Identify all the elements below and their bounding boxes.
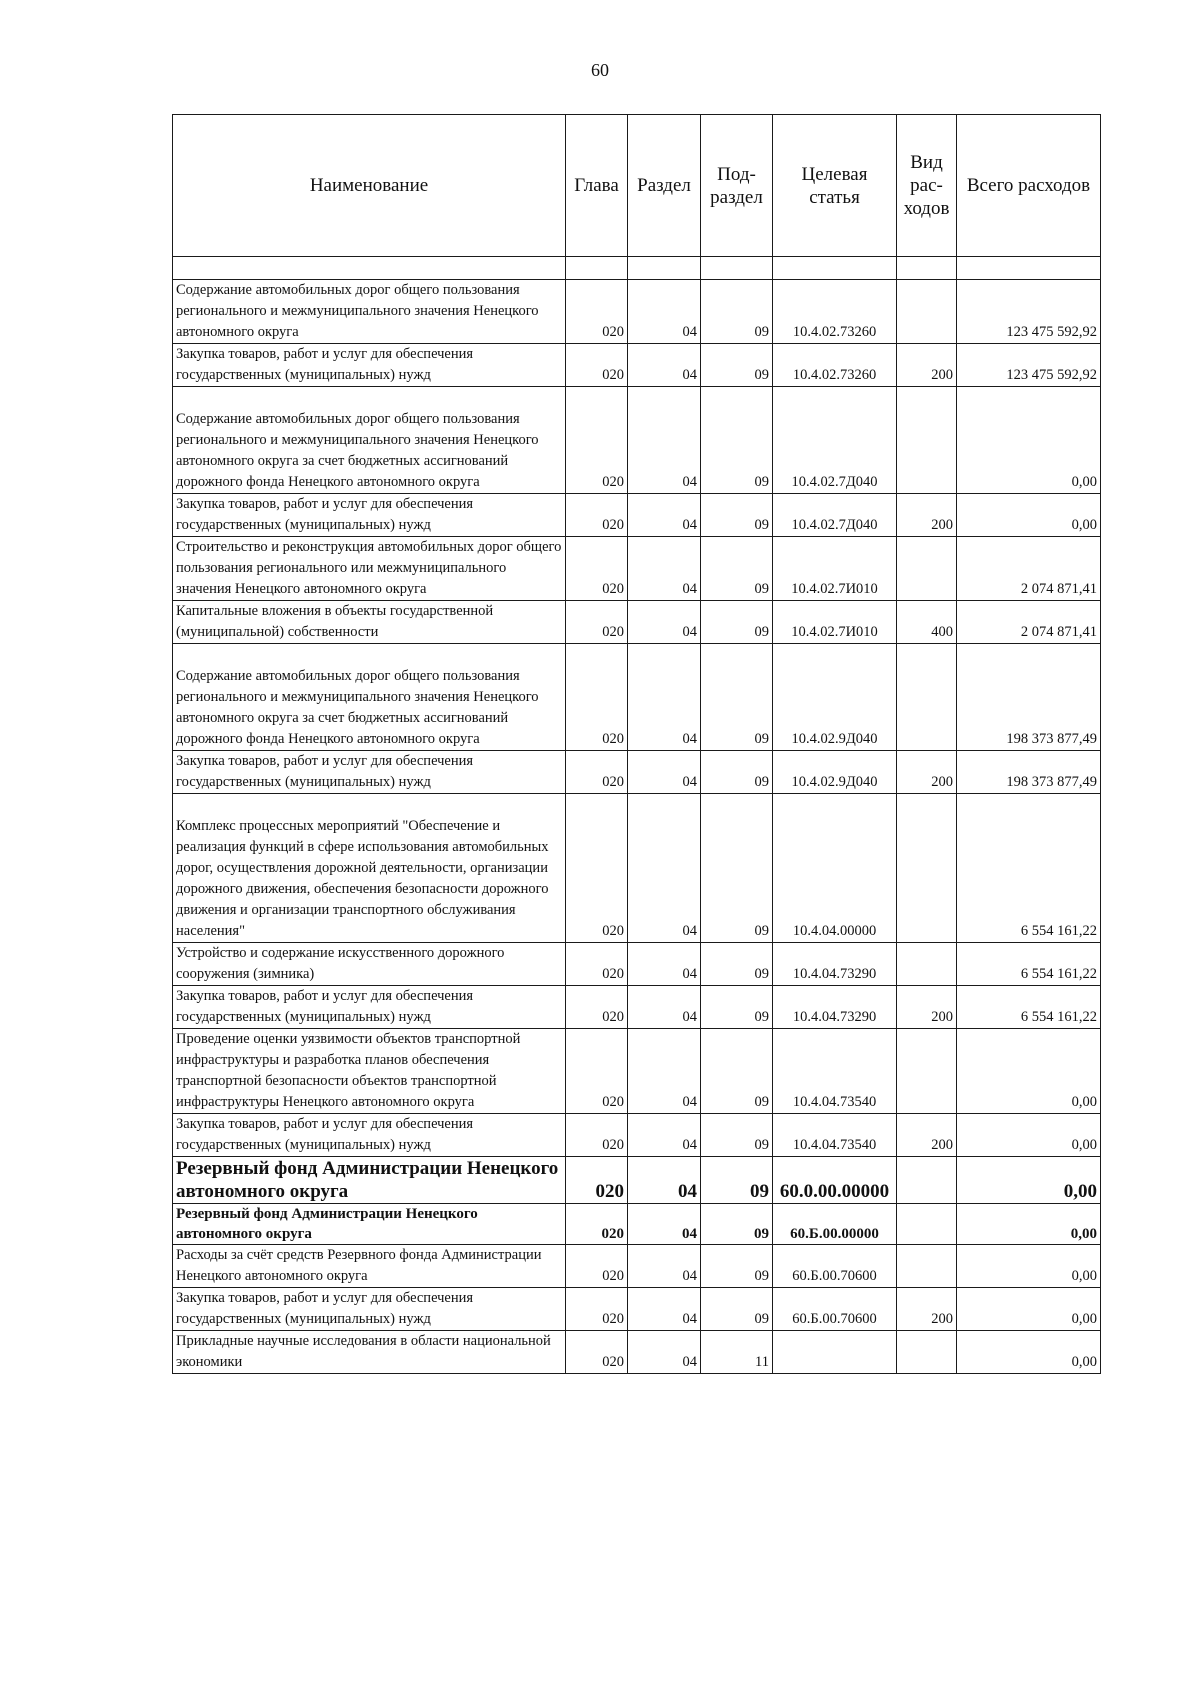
row-name: Капитальные вложения в объекты государственной (муниципальной) собственности [173,601,566,644]
row-name: Строительство и реконструкция автомобильных дорог общего пользования регионального или межмуниципального значения Ненецкого автономного округа [173,537,566,601]
row-target: 10.4.04.73540 [773,1114,897,1157]
table-row [173,943,1101,986]
row-name: Закупка товаров, работ и услуг для обеспечения государственных (муниципальных) нужд [173,1288,566,1331]
row-target: 10.4.02.7Д040 [773,387,897,494]
row-name: Содержание автомобильных дорог общего пользования регионального и межмуниципального значения Ненецкого автономного округа [173,280,566,344]
header-total: Всего расходов [957,115,1101,257]
row-chapter: 020 [566,1029,628,1114]
row-subsection: 09 [701,1204,773,1245]
row-chapter: 020 [566,1288,628,1331]
row-chapter: 020 [566,1245,628,1288]
row-target: 10.4.02.9Д040 [773,751,897,794]
row-chapter: 020 [566,387,628,494]
row-type [897,1204,957,1245]
row-type [897,1157,957,1204]
row-target: 10.4.04.73540 [773,1029,897,1114]
row-section: 04 [628,1029,701,1114]
row-chapter: 020 [566,537,628,601]
row-chapter: 020 [566,986,628,1029]
row-subsection: 09 [701,537,773,601]
row-total: 0,00 [957,1204,1101,1245]
row-type: 200 [897,1114,957,1157]
row-total: 2 074 871,41 [957,537,1101,601]
header-row [173,115,1101,257]
table-row [173,537,1101,601]
row-subsection: 09 [701,601,773,644]
row-section: 04 [628,344,701,387]
row-subsection: 11 [701,1331,773,1374]
row-target: 10.4.04.73290 [773,943,897,986]
row-section: 04 [628,537,701,601]
row-section: 04 [628,1204,701,1245]
row-name: Закупка товаров, работ и услуг для обеспечения государственных (муниципальных) нужд [173,1114,566,1157]
page-number: 60 [591,60,609,80]
row-chapter: 020 [566,644,628,751]
row-subsection: 09 [701,1114,773,1157]
row-chapter: 020 [566,344,628,387]
row-total: 0,00 [957,1331,1101,1374]
table-row [173,1204,1101,1245]
row-subsection: 09 [701,1029,773,1114]
row-total: 0,00 [957,387,1101,494]
row-type [897,280,957,344]
row-target: 60.Б.00.00000 [773,1204,897,1245]
row-subsection: 09 [701,1245,773,1288]
row-subsection: 09 [701,751,773,794]
row-chapter: 020 [566,794,628,943]
spacer-cell [897,257,957,280]
row-total: 0,00 [957,1288,1101,1331]
row-target: 10.4.04.00000 [773,794,897,943]
row-subsection: 09 [701,986,773,1029]
row-name: Закупка товаров, работ и услуг для обеспечения государственных (муниципальных) нужд [173,986,566,1029]
row-subsection: 09 [701,943,773,986]
header-expense-type: Вид рас- ходов [897,115,957,257]
row-type [897,537,957,601]
row-name: Закупка товаров, работ и услуг для обеспечения государственных (муниципальных) нужд [173,344,566,387]
header-target: Целевая статья [773,115,897,257]
table-row [173,601,1101,644]
row-subsection: 09 [701,794,773,943]
table-row [173,1288,1101,1331]
row-chapter: 020 [566,1114,628,1157]
row-section: 04 [628,1331,701,1374]
row-total: 123 475 592,92 [957,280,1101,344]
header-section: Раздел [628,115,701,257]
spacer-cell [628,257,701,280]
row-type: 400 [897,601,957,644]
table-row [173,751,1101,794]
row-total: 2 074 871,41 [957,601,1101,644]
row-total: 123 475 592,92 [957,344,1101,387]
row-target: 10.4.02.7И010 [773,601,897,644]
table-row [173,1331,1101,1374]
row-subsection: 09 [701,387,773,494]
row-type: 200 [897,986,957,1029]
row-total: 6 554 161,22 [957,794,1101,943]
row-total: 0,00 [957,1029,1101,1114]
row-type [897,387,957,494]
spacer-row [173,257,1101,280]
row-section: 04 [628,794,701,943]
row-target: 60.Б.00.70600 [773,1288,897,1331]
row-target: 10.4.02.73260 [773,280,897,344]
spacer-cell [701,257,773,280]
header-name: Наименование [173,115,566,257]
row-subsection: 09 [701,1157,773,1204]
spacer-cell [957,257,1101,280]
row-subsection: 09 [701,344,773,387]
row-section: 04 [628,494,701,537]
row-type: 200 [897,494,957,537]
row-section: 04 [628,387,701,494]
row-total: 6 554 161,22 [957,986,1101,1029]
table-row [173,794,1101,943]
row-name: Расходы за счёт средств Резервного фонда Администрации Ненецкого автономного округа [173,1245,566,1288]
row-section: 04 [628,1245,701,1288]
row-section: 04 [628,943,701,986]
row-name: Закупка товаров, работ и услуг для обеспечения государственных (муниципальных) нужд [173,494,566,537]
row-target: 10.4.02.9Д040 [773,644,897,751]
row-chapter: 020 [566,943,628,986]
row-chapter: 020 [566,280,628,344]
row-section: 04 [628,644,701,751]
table-row [173,387,1101,494]
table-row [173,1245,1101,1288]
table-row [173,644,1101,751]
row-type [897,644,957,751]
row-total: 198 373 877,49 [957,644,1101,751]
row-total: 0,00 [957,1245,1101,1288]
row-chapter: 020 [566,1157,628,1204]
row-name: Прикладные научные исследования в области национальной экономики [173,1331,566,1374]
row-chapter: 020 [566,601,628,644]
spacer-cell [173,257,566,280]
row-name: Содержание автомобильных дорог общего пользования регионального и межмуниципального значения Ненецкого автономного округа за счет бюджетных ассигнований дорожного фонда Ненецкого автономного округа [173,387,566,494]
row-name: Резервный фонд Администрации Ненецкого автономного округа [173,1157,566,1204]
row-type [897,1331,957,1374]
row-target: 60.Б.00.70600 [773,1245,897,1288]
row-subsection: 09 [701,494,773,537]
row-type [897,943,957,986]
row-chapter: 020 [566,1204,628,1245]
table-row [173,1114,1101,1157]
row-section: 04 [628,601,701,644]
row-name: Содержание автомобильных дорог общего пользования регионального и межмуниципального значения Ненецкого автономного округа за счет бюджетных ассигнований дорожного фонда Ненецкого автономного округа [173,644,566,751]
row-section: 04 [628,1157,701,1204]
row-section: 04 [628,1114,701,1157]
row-subsection: 09 [701,280,773,344]
row-subsection: 09 [701,644,773,751]
row-target: 10.4.02.7И010 [773,537,897,601]
row-total: 6 554 161,22 [957,943,1101,986]
spacer-cell [566,257,628,280]
row-type [897,1029,957,1114]
row-type [897,1245,957,1288]
row-type: 200 [897,344,957,387]
table-row [173,280,1101,344]
row-name: Комплекс процессных мероприятий "Обеспечение и реализация функций в сфере использования автомобильных дорог, осуществления дорожной деятельности, организации дорожного движения, обеспечения безопасности дорожного движения и организации транспортного обслуживания населения" [173,794,566,943]
row-section: 04 [628,986,701,1029]
table-row [173,1157,1101,1204]
row-name: Резервный фонд Администрации Ненецкого автономного округа [173,1204,566,1245]
row-target: 10.4.02.7Д040 [773,494,897,537]
table-row [173,1029,1101,1114]
table-row [173,344,1101,387]
table-row [173,986,1101,1029]
row-total: 0,00 [957,1114,1101,1157]
header-chapter: Глава [566,115,628,257]
row-type [897,794,957,943]
row-chapter: 020 [566,751,628,794]
row-target: 60.0.00.00000 [773,1157,897,1204]
table-row [173,494,1101,537]
row-chapter: 020 [566,494,628,537]
row-subsection: 09 [701,1288,773,1331]
row-type: 200 [897,751,957,794]
row-target: 10.4.04.73290 [773,986,897,1029]
row-name: Проведение оценки уязвимости объектов транспортной инфраструктуры и разработка планов обеспечения транспортной безопасности объектов транспортной инфраструктуры Ненецкого автономного округа [173,1029,566,1114]
row-target: 10.4.02.73260 [773,344,897,387]
spacer-cell [773,257,897,280]
row-target [773,1331,897,1374]
row-total: 0,00 [957,1157,1101,1204]
row-name: Закупка товаров, работ и услуг для обеспечения государственных (муниципальных) нужд [173,751,566,794]
row-total: 198 373 877,49 [957,751,1101,794]
row-name: Устройство и содержание искусственного дорожного сооружения (зимника) [173,943,566,986]
header-subsection: Под- раздел [701,115,773,257]
row-total: 0,00 [957,494,1101,537]
row-section: 04 [628,1288,701,1331]
row-type: 200 [897,1288,957,1331]
budget-table [172,114,1101,1374]
row-chapter: 020 [566,1331,628,1374]
row-section: 04 [628,751,701,794]
row-section: 04 [628,280,701,344]
